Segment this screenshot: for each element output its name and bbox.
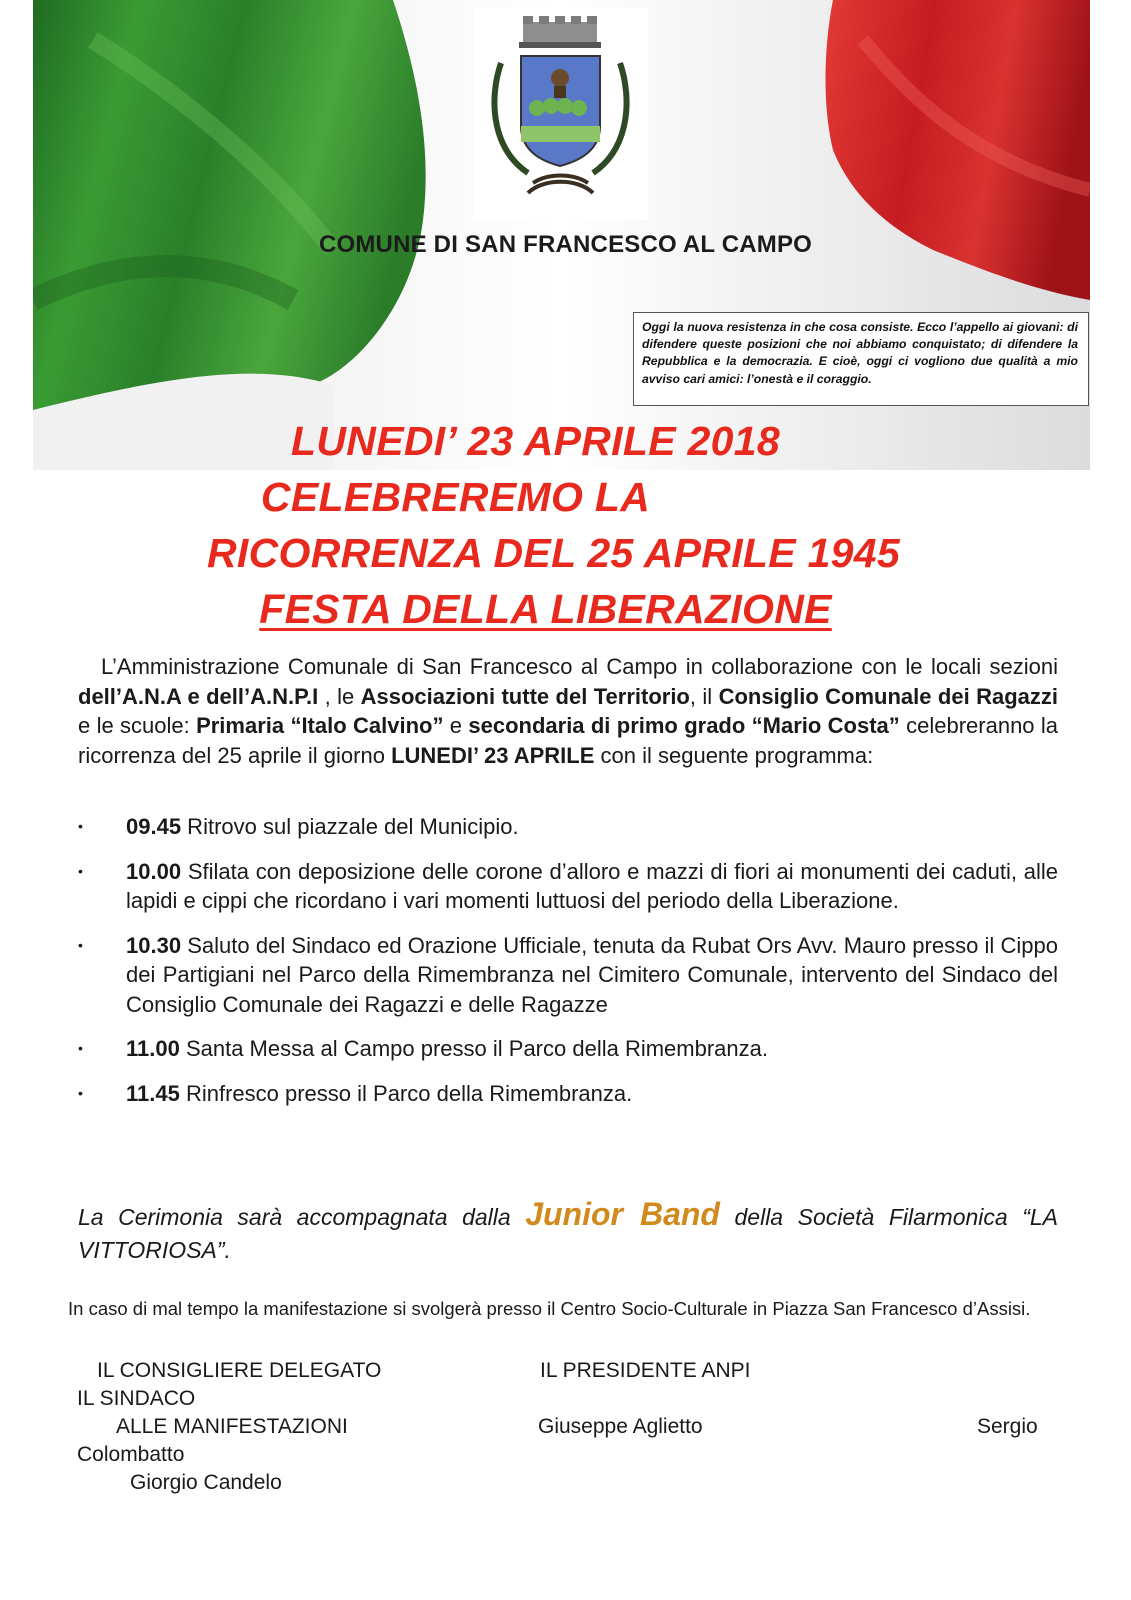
- intro-text: con il seguente programma:: [594, 742, 874, 768]
- program-time: 10.00: [126, 858, 182, 884]
- comune-title: COMUNE DI SAN FRANCESCO AL CAMPO: [318, 231, 813, 258]
- junior-band-highlight: Junior Band: [525, 1196, 720, 1232]
- municipal-crest: [473, 8, 648, 220]
- headline-festa: FESTA DELLA LIBERAZIONE: [259, 586, 832, 632]
- sindaco-title: IL SINDACO: [77, 1387, 196, 1410]
- intro-bold: Primaria “Italo Calvino”: [196, 713, 444, 738]
- program-time: 11.00: [126, 1036, 180, 1061]
- sindaco-first-name: Sergio: [977, 1415, 1038, 1438]
- intro-bold: Associazioni tutte del Territorio: [360, 683, 690, 709]
- intro-bold: secondaria di primo grado “Mario Costa”: [468, 713, 900, 738]
- intro-text: celebreranno la ricorrenza del 25 aprile il giorno: [78, 713, 1058, 768]
- manifestazioni-label: ALLE MANIFESTAZIONI: [116, 1415, 348, 1438]
- intro-text: e: [443, 713, 469, 738]
- intro-bold: LUNEDI’ 23 APRILE: [391, 742, 595, 768]
- presidente-name: Giuseppe Aglietto: [538, 1415, 703, 1438]
- bad-weather-note: In caso di mal tempo la manifestazione si svolgerà presso il Centro Socio-Culturale in Piazza San Francesco d’Assisi.: [68, 1298, 1031, 1319]
- band-text: La Cerimonia sarà accompagnata dalla: [78, 1204, 526, 1230]
- quote-box: Oggi la nuova resistenza in che cosa consiste. Ecco l’appello ai giovani: di difendere queste posizioni che noi abbiamo conquistato; di difendere la Repubblica e la democrazia. E cioè, oggi ci vogliono due qualità a mio avviso cari amici: l’onestà e il coraggio.: [633, 312, 1089, 406]
- program-text: Santa Messa al Campo presso il Parco della Rimembranza.: [179, 1036, 768, 1061]
- intro-bold: Consiglio Comunale dei Ragazzi: [718, 683, 1058, 709]
- intro-bold: dell’A.N.A e dell’A.N.P.I: [78, 683, 319, 709]
- presidente-title: IL PRESIDENTE ANPI: [540, 1359, 751, 1382]
- headline-date: LUNEDI’ 23 APRILE 2018: [291, 418, 780, 464]
- bullet-icon: •: [78, 862, 83, 879]
- band-paragraph: [78, 1198, 1058, 1267]
- program-time: 11.45: [126, 1080, 180, 1106]
- program-text: Rinfresco presso il Parco della Rimembranza.: [179, 1080, 633, 1106]
- list-item: [78, 1034, 1058, 1064]
- intro-text: , le: [318, 683, 361, 709]
- list-item: [78, 1079, 1058, 1109]
- program-text: Sfilata con deposizione delle corone d’alloro e mazzi di fiori ai monumenti dei caduti, alle lapidi e cippi che ricordano i vari momenti luttuosi del periodo della Liberazione.: [126, 858, 1058, 913]
- intro-text: L’Amministrazione Comunale di San Francesco al Campo in collaborazione con le locali sezioni: [101, 654, 1058, 679]
- headline-celebrate: CELEBREREMO LA: [260, 474, 651, 520]
- band-text: della Società Filarmonica “LA VITTORIOSA”.: [78, 1204, 1058, 1263]
- list-item: [78, 931, 1058, 1020]
- consigliere-name: Giorgio Candelo: [130, 1471, 282, 1494]
- crest-emblem-icon: [473, 8, 648, 220]
- bullet-icon: •: [78, 818, 83, 834]
- program-text: Saluto del Sindaco ed Orazione Ufficiale, tenuta da Rubat Ors Avv. Mauro presso il Cippo dei Partigiani nel Parco della Rimembranza nel Cimitero Comunale, intervento del Sindaco del Consiglio Comunale dei Ragazzi e delle Ragazze: [126, 932, 1058, 1017]
- bullet-icon: •: [78, 1040, 83, 1056]
- program-text: Ritrovo sul piazzale del Municipio.: [181, 814, 519, 839]
- headline-anniversary: RICORRENZA DEL 25 APRILE 1945: [207, 530, 900, 576]
- intro-paragraph: [78, 652, 1058, 770]
- bullet-icon: •: [78, 1084, 83, 1101]
- sindaco-last-name: Colombatto: [77, 1443, 185, 1466]
- program-time: 10.30: [126, 932, 182, 958]
- intro-text: e le scuole:: [78, 713, 197, 738]
- program-list: [78, 812, 1058, 1108]
- bullet-icon: •: [78, 936, 83, 953]
- list-item: [78, 812, 1058, 842]
- consigliere-title: IL CONSIGLIERE DELEGATO: [97, 1359, 382, 1382]
- program-time: 09.45: [126, 814, 182, 839]
- intro-text: , il: [689, 683, 719, 709]
- list-item: [78, 857, 1058, 916]
